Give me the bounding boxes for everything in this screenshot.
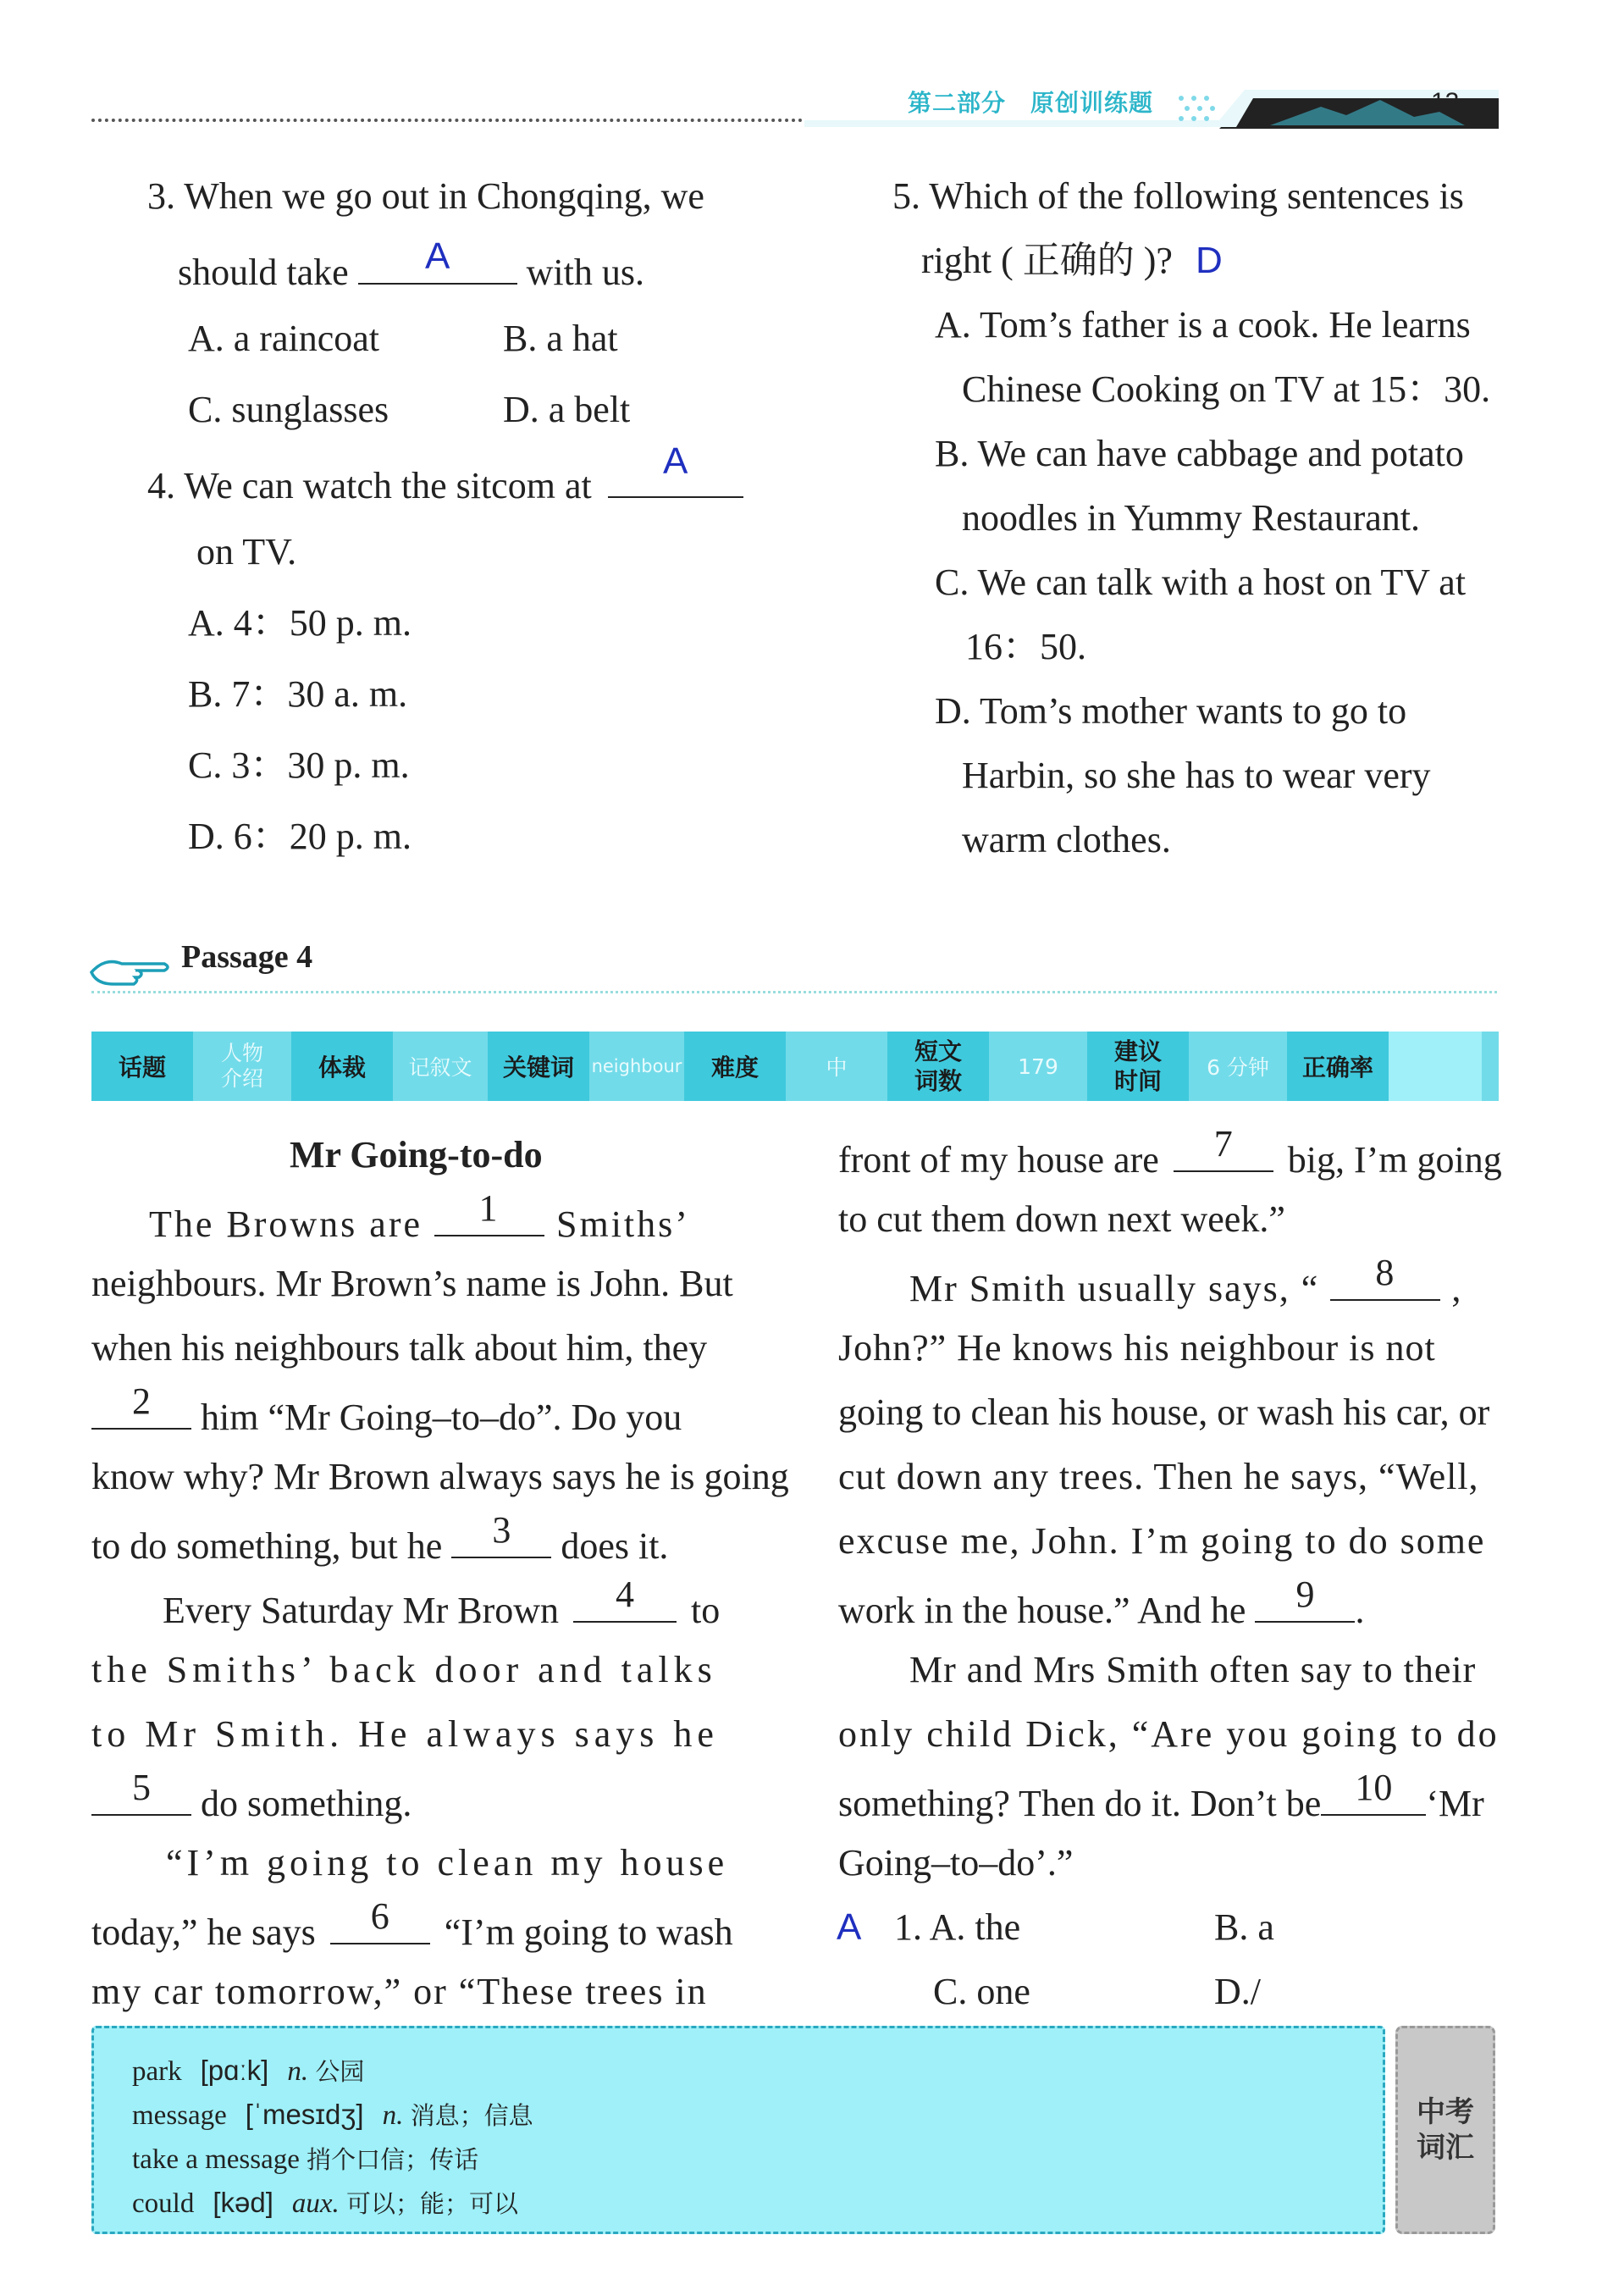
passage-line-8: the Smiths’ back door and talks (91, 1649, 717, 1690)
q5-option-c-line2: 16：50. (965, 626, 1086, 667)
passage-line-9: to Mr Smith. He always says he (91, 1713, 719, 1755)
q3-stem-line1: 3. When we go out in Chongqing, we (147, 175, 704, 217)
passage-info-bar (91, 1032, 1499, 1101)
q5-option-b-line1: B. We can have cabbage and potato (935, 433, 1464, 474)
passage-right-line-2: to cut them down next week.” (838, 1198, 1285, 1240)
passage-line-5: know why? Mr Brown always says he is going (91, 1456, 789, 1497)
q5-stem-line2: right ( 正确的 )? D (921, 240, 1223, 281)
info-time-key: 建议时间 (1087, 1032, 1189, 1101)
story-title: Mr Going-to-do (290, 1134, 543, 1175)
passage-right-line-11: something? Then do it. Don’t be 10 ‘Mr (838, 1767, 1484, 1825)
q4-stem-line1: 4. We can watch the sitcom at A (147, 459, 743, 509)
q5-option-a-line2: Chinese Cooking on TV at 15：30. (962, 368, 1491, 410)
blank-10[interactable]: 10 (1321, 1777, 1426, 1816)
info-accuracy-value[interactable] (1389, 1032, 1482, 1101)
vocab-item-take-a-message: take a message 捎个口信；传话 (132, 2144, 479, 2175)
passage-title: Passage 4 (181, 939, 313, 975)
blank-2[interactable]: 2 (91, 1391, 191, 1430)
q5-option-d-line3: warm clothes. (962, 819, 1171, 860)
q4-option-c: C. 3：30 p. m. (188, 744, 410, 786)
passage-right-line-5: going to clean his house, or wash his car, or (838, 1391, 1490, 1433)
passage-line-2: neighbours. Mr Brown’s name is John. But (91, 1263, 733, 1304)
info-difficulty-value: 中 (826, 1055, 848, 1080)
passage-line-12: today,” he says 6 “I’m going to wash (91, 1895, 733, 1954)
info-time-value: 6 分钟 (1207, 1055, 1269, 1080)
q3-option-b: B. a hat (503, 318, 618, 359)
q4-answer-blank[interactable] (608, 440, 743, 498)
q3-option-d: D. a belt (503, 389, 631, 430)
vocab-tab-label: 中考词汇 (1417, 2094, 1474, 2165)
q5-option-d-line1: D. Tom’s mother wants to go to (935, 690, 1407, 732)
q5-option-b-line2: noodles in Yummy Restaurant. (962, 497, 1420, 539)
blank-3[interactable]: 3 (451, 1519, 551, 1558)
blank-9[interactable]: 9 (1255, 1584, 1355, 1623)
passage-line-4: 2 him “Mr Going–to–do”. Do you (91, 1391, 682, 1441)
q5-stem-line1: 5. Which of the following sentences is (892, 175, 1464, 217)
header-dotted-rule (91, 119, 803, 122)
info-word-count-key: 短文词数 (887, 1032, 989, 1101)
q3-stem-line2: should take A with us. (178, 235, 644, 294)
passage-right-line-4: John?” He knows his neighbour is not (838, 1327, 1436, 1369)
blank-1[interactable]: 1 (434, 1198, 544, 1236)
info-keyword-key: 关键词 (488, 1032, 589, 1101)
q4-handwritten-answer: A (663, 440, 688, 483)
info-genre-value: 记叙文 (408, 1055, 472, 1080)
info-topic-value: 人物介绍 (220, 1041, 263, 1091)
blank-4[interactable]: 4 (573, 1584, 677, 1623)
q3-option-c: C. sunglasses (188, 389, 389, 430)
passage-line-1: The Browns are 1 Smiths’ (149, 1187, 690, 1246)
q4-option-b: B. 7：30 a. m. (188, 673, 408, 715)
passage-line-6: to do something, but he 3 does it. (91, 1509, 669, 1568)
info-accuracy-key: 正确率 (1287, 1032, 1389, 1101)
info-difficulty-key: 难度 (684, 1032, 786, 1101)
q1-option-c: C. one (933, 1971, 1030, 2012)
passage-right-line-12: Going–to–do’.” (838, 1842, 1074, 1883)
blank-7[interactable]: 7 (1174, 1133, 1273, 1172)
section-label: 第二部分 原创训练题 (908, 89, 1154, 117)
q3-handwritten-answer: A (424, 235, 450, 278)
passage-right-line-9: Mr and Mrs Smith often say to their (909, 1649, 1477, 1690)
passage-right-line-7: excuse me, John. I’m going to do some (838, 1520, 1486, 1562)
q1-handwritten-answer: A (837, 1906, 862, 1948)
passage-right-line-3: Mr Smith usually says, “ 8 , (909, 1252, 1463, 1310)
passage-line-3: when his neighbours talk about him, they (91, 1327, 708, 1369)
q3-option-a: A. a raincoat (188, 318, 379, 359)
q4-stem-line2: on TV. (196, 531, 297, 573)
q5-option-d-line2: Harbin, so she has to wear very (962, 755, 1431, 796)
passage-right-line-10: only child Dick, “Are you going to do (838, 1713, 1500, 1755)
q1-option-a: 1. A. the (894, 1906, 1021, 1948)
blank-8[interactable]: 8 (1330, 1262, 1440, 1301)
vocab-tab (1395, 2026, 1495, 2234)
passage-dotted-rule (91, 991, 1497, 993)
passage-right-line-8: work in the house.” And he 9 . (838, 1574, 1365, 1632)
vocab-item-could: could [kəd] aux. 可以；能；可以 (132, 2187, 519, 2219)
info-keyword-value: neighbour (591, 1056, 682, 1076)
info-genre-key: 体裁 (291, 1032, 393, 1101)
passage-right-line-6: cut down any trees. Then he says, “Well, (838, 1456, 1479, 1497)
q4-option-a: A. 4：50 p. m. (188, 602, 412, 644)
q4-option-d: D. 6：20 p. m. (188, 816, 412, 857)
q1-option-d: D./ (1214, 1971, 1261, 2012)
q5-option-c-line1: C. We can talk with a host on TV at (935, 561, 1467, 603)
pointing-hand-icon (88, 949, 173, 991)
vocab-item-park: park [pɑːk] n. 公园 (132, 2055, 365, 2087)
q3-answer-blank[interactable] (358, 235, 517, 285)
q5-handwritten-answer: D (1195, 240, 1223, 281)
q5-option-a-line1: A. Tom’s father is a cook. He learns (935, 304, 1471, 346)
blank-6[interactable]: 6 (330, 1906, 430, 1944)
info-word-count-value: 179 (1018, 1054, 1058, 1079)
info-topic-key: 话题 (91, 1032, 193, 1101)
passage-line-7: Every Saturday Mr Brown 4 to (163, 1574, 721, 1632)
passage-line-11: “I’m going to clean my house (166, 1842, 729, 1883)
passage-line-10: 5 do something. (91, 1777, 412, 1827)
vocab-item-message: message [ˈmesɪdʒ] n. 消息；信息 (132, 2099, 533, 2131)
blank-5[interactable]: 5 (91, 1777, 191, 1816)
page-number: 13 (1431, 88, 1460, 116)
q1-option-b: B. a (1214, 1906, 1274, 1948)
passage-right-line-1: front of my house are 7 big, I’m going (838, 1123, 1502, 1181)
passage-line-13: my car tomorrow,” or “These trees in (91, 1971, 708, 2012)
